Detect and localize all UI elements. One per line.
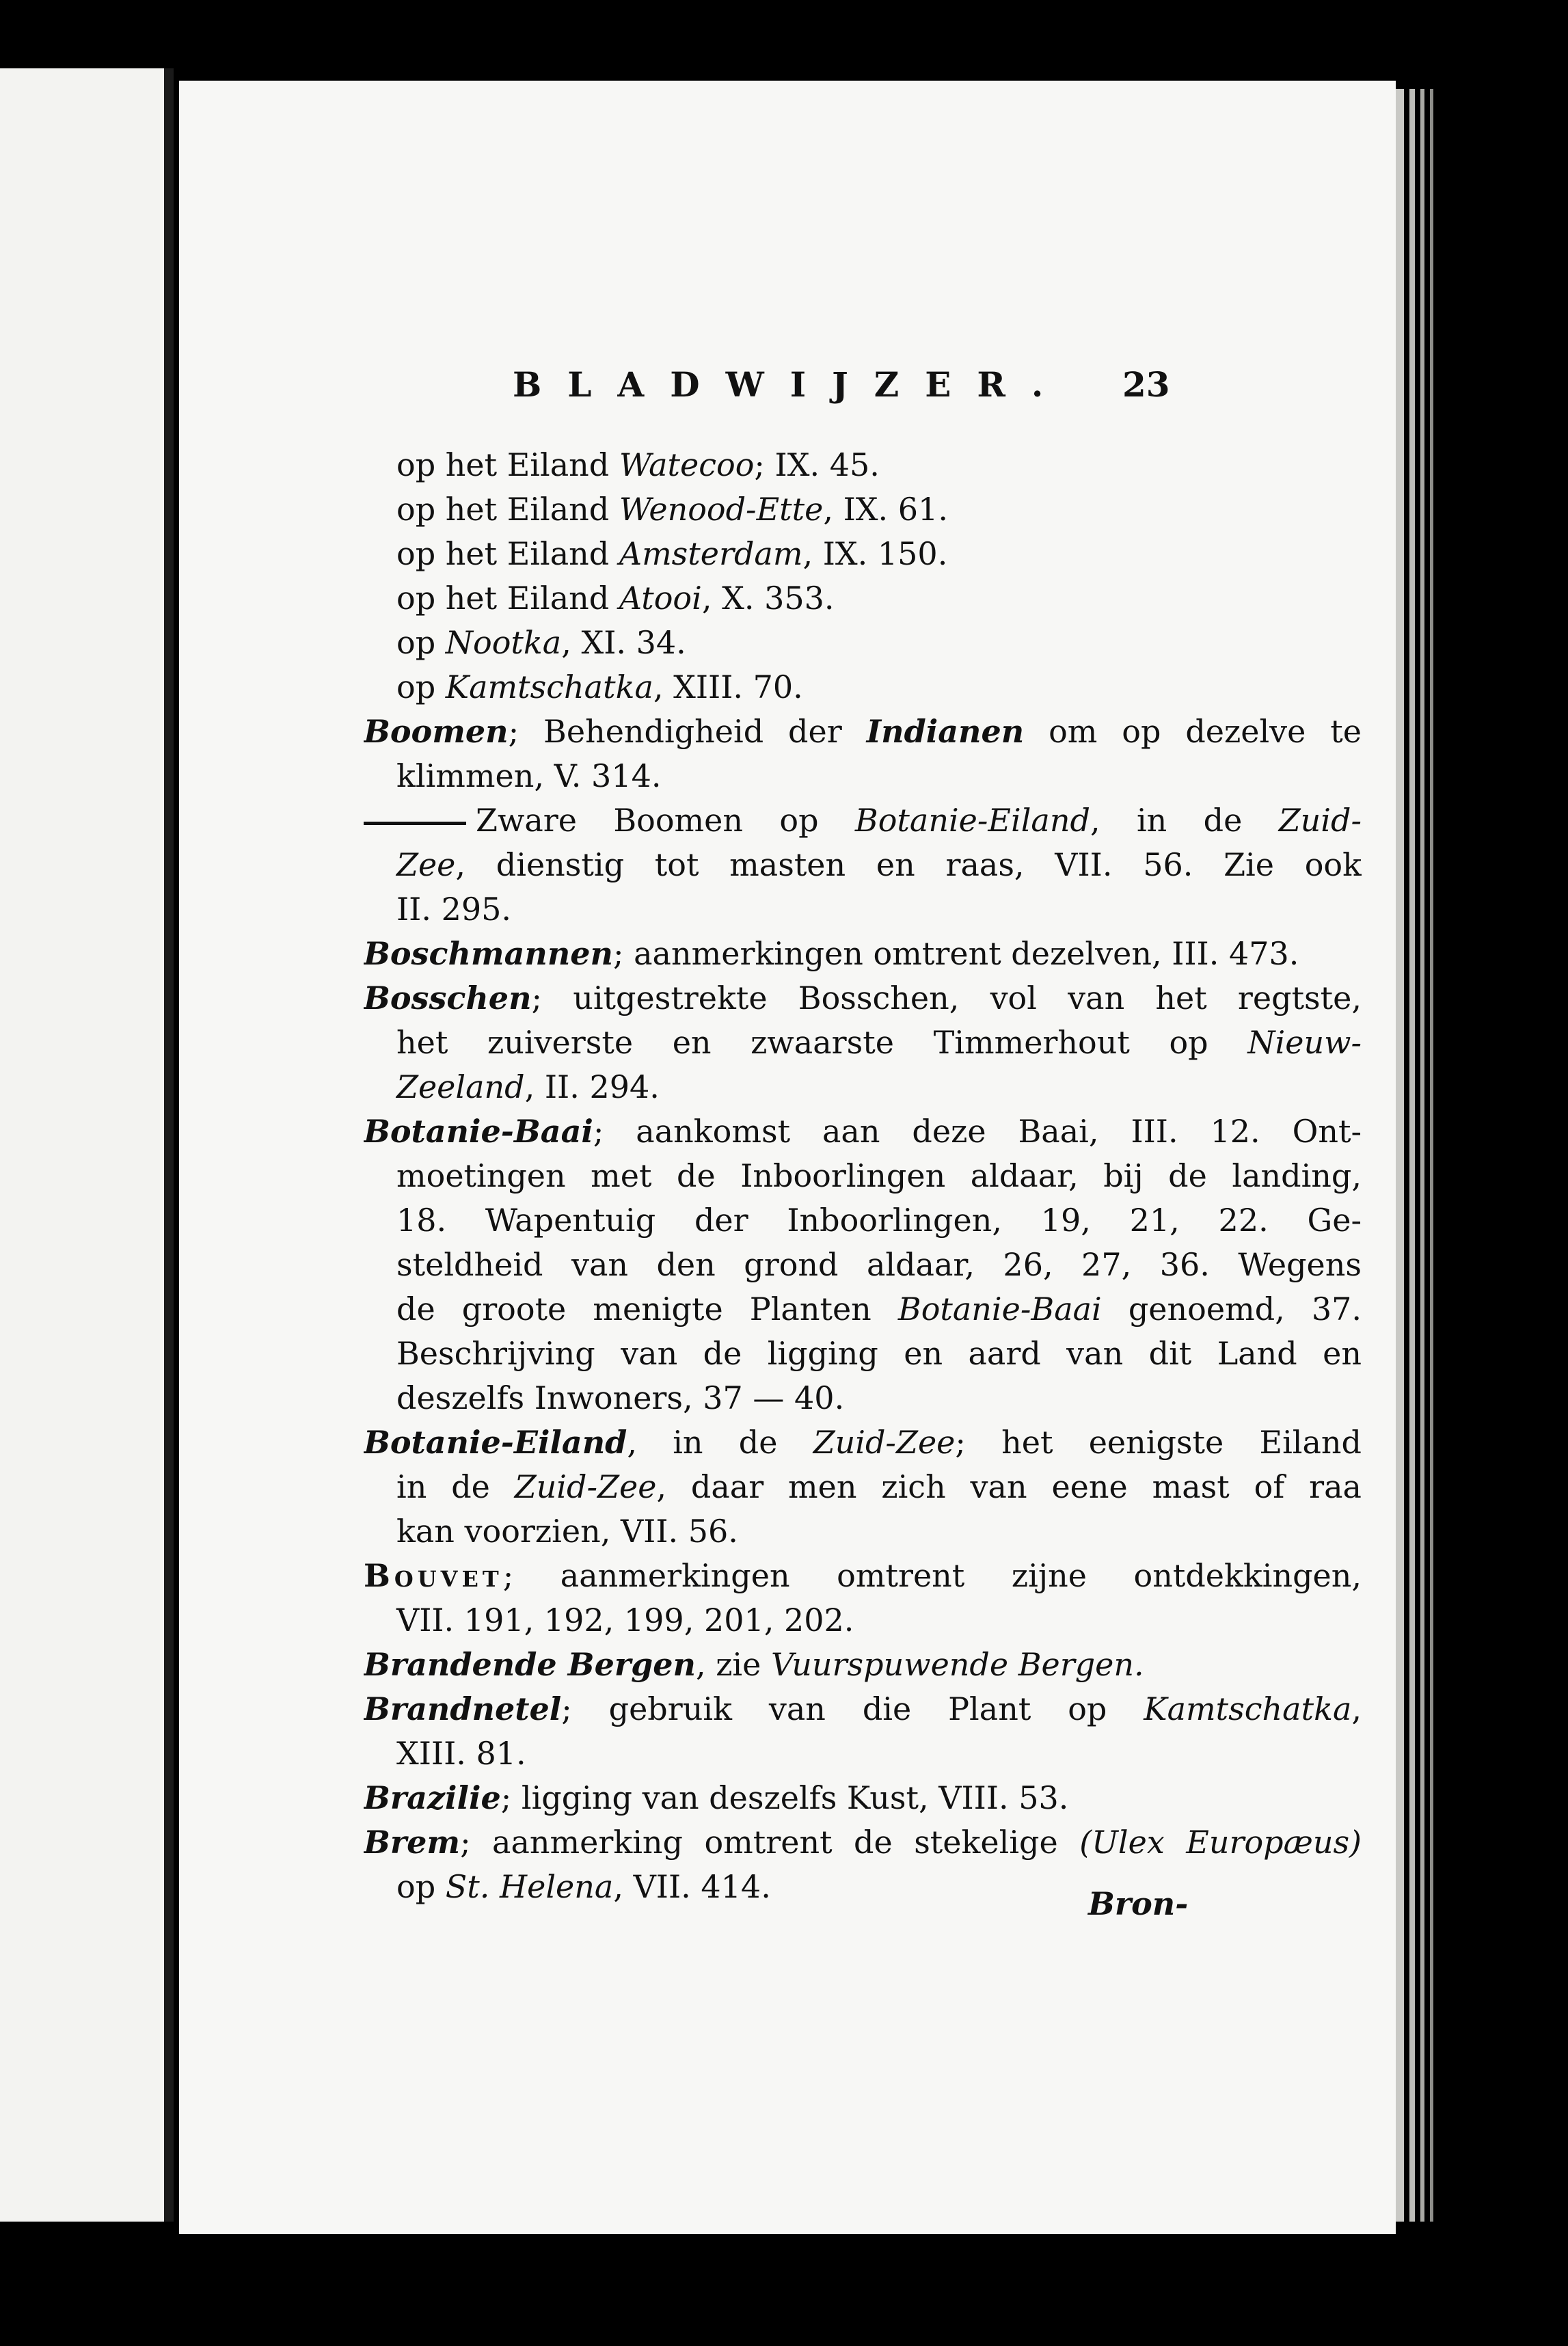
index-line — [364, 1820, 1362, 1865]
index-line — [364, 665, 1362, 710]
index-line — [364, 1154, 1362, 1198]
entry-text: ; Behendigheid der — [508, 713, 867, 750]
entry-place: Zuid- — [1278, 802, 1362, 839]
index-line — [364, 1865, 1362, 1909]
index-line — [364, 1021, 1362, 1065]
entry-text: klimmen, V. 314. — [396, 757, 662, 794]
index-line — [364, 1065, 1362, 1109]
index-line — [364, 932, 1362, 976]
index-line — [364, 1687, 1362, 1731]
entry-text: VII. 191, 192, 199, 201, 202. — [396, 1602, 854, 1639]
page-edge — [1409, 89, 1415, 2222]
running-head: BLADWIJZER. — [513, 364, 1070, 405]
entry-text: ; aanmerking omtrent de stekelige — [460, 1824, 1080, 1861]
entry-place: Kamtschatka — [445, 669, 653, 705]
index-line — [364, 532, 1362, 576]
entry-place: Watecoo — [619, 446, 755, 483]
index-line — [364, 1643, 1362, 1687]
entry-place: Zeeland — [396, 1068, 525, 1105]
left-page-edge — [0, 68, 174, 2222]
index-line — [364, 1554, 1362, 1598]
entry-text: XIII. 81. — [396, 1735, 526, 1772]
entry-text: ; ligging van deszelfs Kust, VIII. 53. — [500, 1779, 1069, 1816]
entry-text: ; gebruik van die Plant op — [561, 1690, 1144, 1727]
entry-text: Indianen — [866, 713, 1025, 750]
index-line — [364, 1776, 1362, 1820]
entry-text: , II. 294. — [524, 1068, 660, 1105]
entry-text: op — [396, 669, 446, 705]
dash-rule — [364, 822, 466, 825]
entry-headword: Brazilie — [364, 1779, 501, 1816]
index-line — [364, 710, 1362, 754]
entry-text: op het Eiland — [396, 535, 619, 572]
index-line — [364, 1243, 1362, 1287]
index-line — [364, 887, 1362, 932]
entry-text: Zware Boomen op — [476, 802, 855, 839]
page-edge — [1430, 89, 1433, 2222]
index-line — [364, 621, 1362, 665]
index-line — [364, 1509, 1362, 1554]
entry-text: steldheid van den grond aldaar, 26, 27, 36. Wegens — [396, 1246, 1362, 1283]
entry-ref: ; IX. 45. — [754, 446, 880, 483]
entry-place: Wenood-Ette — [619, 491, 824, 528]
entry-headword: Brem — [364, 1824, 461, 1861]
index-line — [364, 798, 1362, 843]
entry-text: om op dezelve te — [1024, 713, 1362, 750]
entry-place: Atooi — [619, 580, 702, 617]
index-line — [364, 754, 1362, 798]
entry-headword: Boschmannen — [364, 935, 613, 972]
entry-place: Kamtschatka — [1144, 1690, 1352, 1727]
entry-ref: , XI. 34. — [561, 624, 686, 661]
book-page — [179, 81, 1396, 2234]
index-line — [364, 976, 1362, 1021]
index-line — [364, 1109, 1362, 1154]
index-line — [364, 843, 1362, 887]
entry-headword: Brandnetel — [364, 1690, 562, 1727]
index-line — [364, 576, 1362, 621]
entry-text: , zie — [695, 1646, 771, 1683]
entry-headword: Botanie-Eiland — [364, 1424, 627, 1461]
entry-text: ; aankomst aan deze Baai, III. 12. Ont- — [593, 1113, 1362, 1150]
index-line — [364, 443, 1362, 487]
entry-text: Beschrijving van de ligging en aard van dit Land en — [396, 1335, 1362, 1372]
entry-place: Nootka — [445, 624, 562, 661]
entry-text: moetingen met de Inboorlingen aldaar, bij de landing, — [396, 1157, 1362, 1194]
entry-place: Vuurspuwende Bergen. — [771, 1646, 1144, 1683]
entry-text: ; aanmerkingen omtrent dezelven, III. 473. — [613, 935, 1299, 972]
entry-text: de groote menigte Planten — [396, 1291, 898, 1327]
page-number: 23 — [1122, 364, 1170, 405]
entry-text: genoemd, 37. — [1101, 1291, 1362, 1327]
entry-text: , daar men zich van eene mast of raa — [656, 1468, 1362, 1505]
page-header — [179, 364, 1396, 412]
entry-place: St. Helena — [445, 1868, 614, 1905]
index-line — [364, 1420, 1362, 1465]
index-entries — [364, 443, 1362, 1909]
index-line — [364, 1465, 1362, 1509]
entry-text: , in de — [627, 1424, 813, 1461]
entry-headword: Bouvet — [364, 1557, 503, 1594]
entry-headword: Brandende Bergen — [364, 1646, 696, 1683]
index-line — [364, 1731, 1362, 1776]
entry-text: , — [1351, 1690, 1362, 1727]
entry-text: op — [396, 1868, 446, 1905]
entry-place: Zee — [396, 846, 456, 883]
entry-text: op het Eiland — [396, 446, 619, 483]
index-line — [364, 487, 1362, 532]
entry-text: II. 295. — [396, 891, 512, 928]
entry-text: , in de — [1090, 802, 1279, 839]
entry-ref: , XIII. 70. — [653, 669, 803, 705]
entry-text: in de — [396, 1468, 515, 1505]
entry-text: deszelfs Inwoners, 37 — 40. — [396, 1379, 845, 1416]
entry-place: Nieuw- — [1247, 1024, 1362, 1061]
entry-text: het zuiverste en zwaarste Timmerhout op — [396, 1024, 1248, 1061]
index-line — [364, 1198, 1362, 1243]
entry-text: ; uitgestrekte Bosschen, vol van het regtste, — [531, 980, 1362, 1016]
entry-headword: Bosschen — [364, 980, 532, 1016]
entry-ref: , X. 353. — [701, 580, 835, 617]
entry-text: 18. Wapentuig der Inboorlingen, 19, 21, 22. Ge- — [396, 1202, 1362, 1239]
entry-text: op — [396, 624, 446, 661]
entry-ref: , IX. 61. — [823, 491, 948, 528]
entry-headword: Botanie-Baai — [364, 1113, 593, 1150]
index-line — [364, 1287, 1362, 1332]
entry-text: ; aanmerkingen omtrent zijne ontdekkingen, — [502, 1557, 1362, 1594]
page-edge — [1420, 89, 1424, 2222]
catchword: Bron- — [1088, 1885, 1189, 1922]
entry-text: , VII. 414. — [613, 1868, 771, 1905]
entry-text: ; het eenigste Eiland — [955, 1424, 1362, 1461]
entry-headword: Boomen — [364, 713, 509, 750]
entry-place: Amsterdam — [619, 535, 803, 572]
entry-text: (Ulex Europæus) — [1079, 1824, 1362, 1861]
entry-ref: , IX. 150. — [802, 535, 948, 572]
index-line — [364, 1598, 1362, 1643]
index-line — [364, 1376, 1362, 1420]
entry-place: Zuid-Zee — [514, 1468, 657, 1505]
entry-place: Zuid-Zee — [813, 1424, 956, 1461]
entry-text: , dienstig tot masten en raas, VII. 56. Zie ook — [455, 846, 1362, 883]
entry-text: kan voorzien, VII. 56. — [396, 1513, 738, 1550]
entry-place: Botanie-Eiland — [854, 802, 1090, 839]
index-line — [364, 1332, 1362, 1376]
entry-text: op het Eiland — [396, 580, 619, 617]
entry-place: Botanie-Baai — [897, 1291, 1102, 1327]
entry-text: op het Eiland — [396, 491, 619, 528]
page-edge — [1396, 89, 1404, 2222]
